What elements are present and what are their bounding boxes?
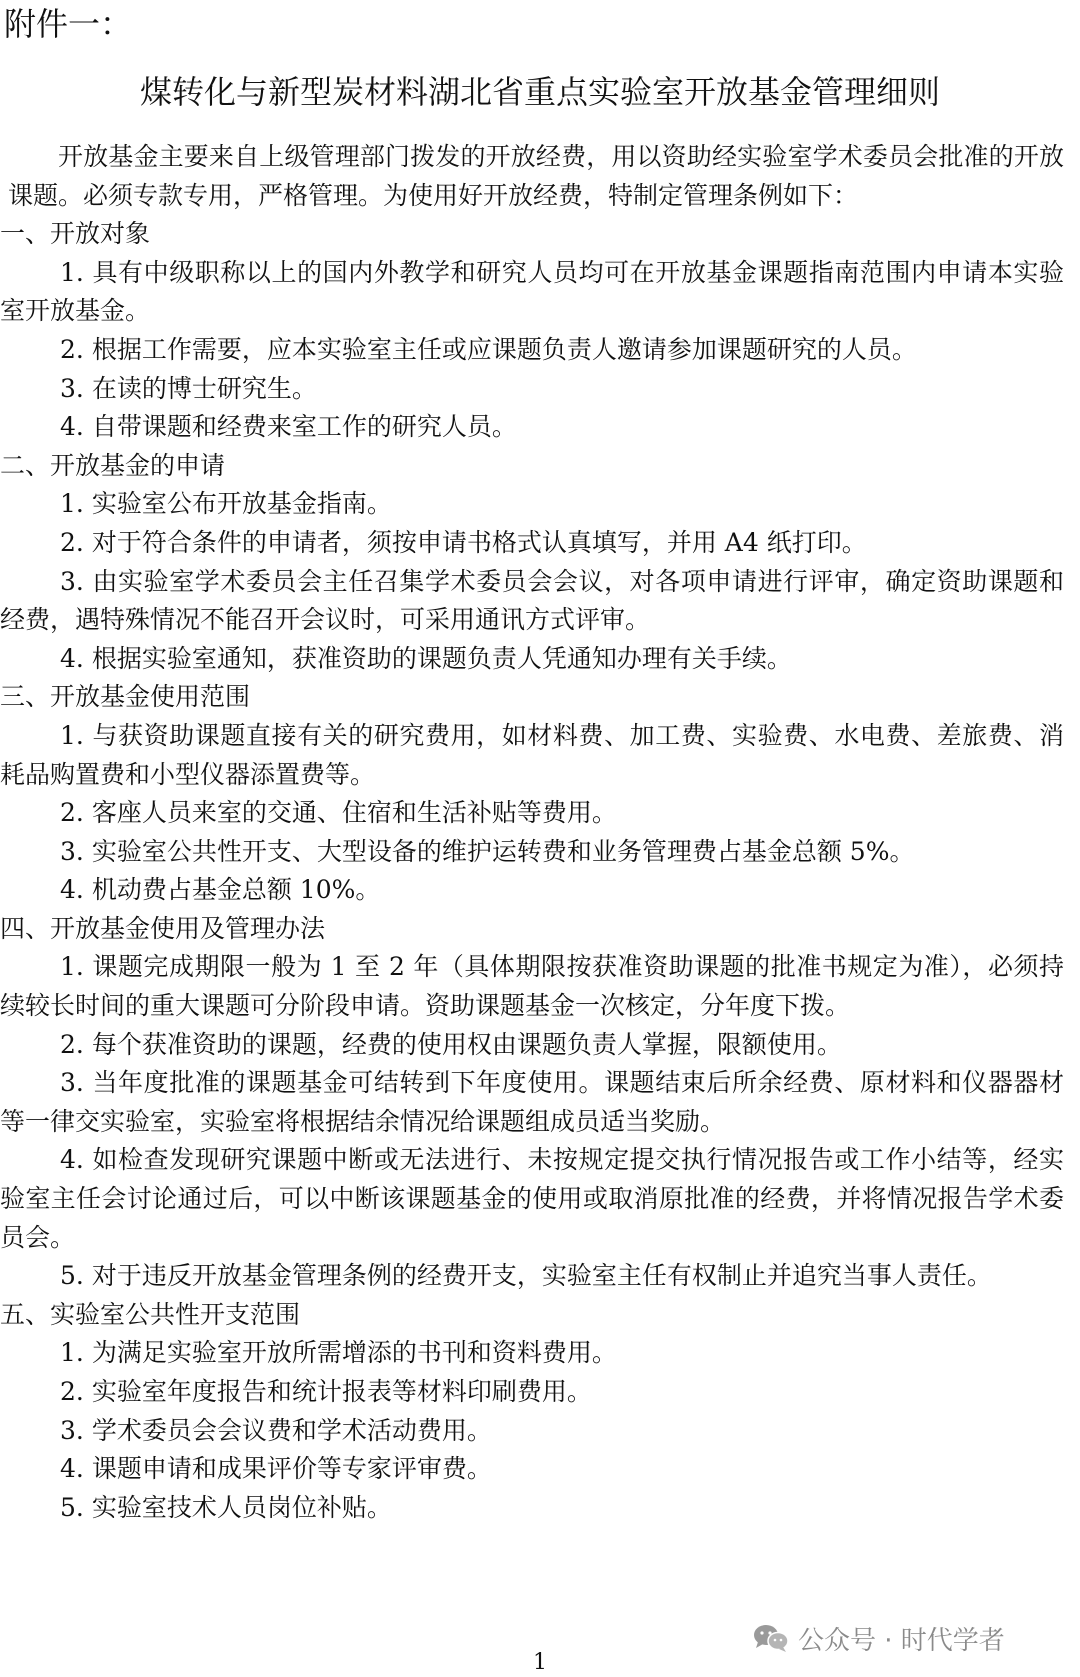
list-item: [0, 640, 1064, 679]
item-number: 4.: [60, 643, 84, 673]
item-text: 根据工作需要，应本实验室主任或应课题负责人邀请参加课题研究的人员。: [91, 334, 917, 364]
item-number: 2.: [60, 1029, 84, 1059]
item-number: 3.: [60, 836, 84, 866]
list-item: [0, 1064, 1064, 1141]
list-item: [0, 1489, 1064, 1528]
section-heading: 一、开放对象: [0, 219, 151, 249]
section-heading: 二、开放基金的申请: [0, 450, 226, 480]
item-text: 实验室公布开放基金指南。: [91, 489, 392, 519]
list-item: [0, 1450, 1064, 1489]
item-text: 学术委员会会议费和学术活动费用。: [91, 1415, 492, 1445]
item-number: 1.: [60, 952, 84, 982]
item-number: 4.: [60, 875, 84, 905]
watermark-text: 公众号 · 时代学者: [798, 1625, 1005, 1656]
item-number: 4.: [60, 1145, 84, 1175]
list-item: [0, 1412, 1064, 1451]
item-text: 自带课题和经费来室工作的研究人员。: [91, 412, 517, 442]
list-item: [0, 524, 1064, 563]
list-item: [0, 871, 1064, 910]
wechat-icon: [752, 1623, 790, 1653]
list-item: [0, 1026, 1064, 1065]
list-item: [0, 794, 1064, 833]
intro-paragraph: 开放基金主要来自上级管理部门拨发的开放经费，用以资助经实验室学术委员会批准的开放课题。必须专款专用，严格管理。为使用好开放经费，特制定管理条例如下：: [8, 142, 1064, 210]
item-text: 每个获准资助的课题，经费的使用权由课题负责人掌握，限额使用。: [91, 1029, 842, 1059]
item-number: 4.: [60, 412, 84, 442]
item-text: 对于违反开放基金管理条例的经费开支，实验室主任有权制止并追究当事人责任。: [91, 1261, 992, 1291]
document-body: [0, 138, 1064, 1527]
item-text: 为满足实验室开放所需增添的书刊和资料费用。: [91, 1338, 617, 1368]
document-title: 煤转化与新型炭材料湖北省重点实验室开放基金管理细则: [139, 73, 940, 111]
item-number: 1.: [60, 720, 84, 750]
list-item: [0, 948, 1064, 1025]
item-number: 2.: [60, 798, 84, 828]
item-text: 如检查发现研究课题中断或无法进行、未按规定提交执行情况报告或工作小结等，经实验室主任会讨论通过后，可以中断该课题基金的使用或取消原批准的经费，并将情况报告学术委员会。: [0, 1145, 1064, 1252]
list-item: [0, 1141, 1064, 1257]
section-heading: 五、实验室公共性开支范围: [0, 1299, 301, 1329]
section-heading: 四、开放基金使用及管理办法: [0, 913, 326, 943]
item-text: 具有中级职称以上的国内外教学和研究人员均可在开放基金课题指南范围内申请本实验室开放基金。: [0, 257, 1064, 326]
section-heading: 三、开放基金使用范围: [0, 682, 251, 712]
list-item: [0, 1334, 1064, 1373]
item-text: 实验室技术人员岗位补贴。: [91, 1492, 392, 1522]
item-number: 1.: [60, 489, 84, 519]
item-text: 机动费占基金总额 10%。: [91, 875, 381, 905]
item-number: 2.: [60, 527, 84, 557]
list-item: [0, 717, 1064, 794]
item-text: 课题完成期限一般为 1 至 2 年（具体期限按获准资助课题的批准书规定为准），必须持续较长时间的重大课题可分阶段申请。资助课题基金一次核定，分年度下拨。: [0, 952, 1064, 1021]
item-text: 实验室年度报告和统计报表等材料印刷费用。: [91, 1377, 592, 1406]
item-text: 根据实验室通知，获准资助的课题负责人凭通知办理有关手续。: [91, 643, 792, 673]
item-text: 课题申请和成果评价等专家评审费。: [91, 1454, 492, 1484]
item-number: 4.: [60, 1454, 84, 1484]
list-item: [0, 1257, 1064, 1296]
item-number: 3.: [60, 1415, 84, 1445]
item-text: 对于符合条件的申请者，须按申请书格式认真填写，并用 A4 纸打印。: [91, 527, 867, 557]
list-item: [0, 833, 1064, 872]
item-text: 实验室公共性开支、大型设备的维护运转费和业务管理费占基金总额 5%。: [91, 836, 915, 866]
item-number: 1.: [60, 1338, 84, 1368]
list-item: [0, 408, 1064, 447]
list-item: [0, 331, 1064, 370]
item-text: 客座人员来室的交通、住宿和生活补贴等费用。: [91, 798, 617, 828]
list-item: [0, 1373, 1064, 1412]
item-number: 2.: [60, 1377, 84, 1406]
item-text: 在读的博士研究生。: [91, 373, 317, 403]
page-number: 1: [533, 1650, 547, 1675]
item-number: 3.: [60, 1068, 84, 1098]
list-item: [0, 485, 1064, 524]
list-item: [0, 254, 1064, 331]
item-number: 1.: [60, 257, 84, 287]
list-item: [0, 563, 1064, 640]
item-number: 3.: [60, 373, 84, 403]
item-text: 由实验室学术委员会主任召集学术委员会会议，对各项申请进行评审，确定资助课题和经费，遇特殊情况不能召开会议时，可采用通讯方式评审。: [0, 566, 1064, 635]
annex-label: 附件一：: [4, 5, 133, 43]
item-text: 与获资助课题直接有关的研究费用，如材料费、加工费、实验费、水电费、差旅费、消耗品购置费和小型仪器添置费等。: [0, 720, 1064, 789]
item-number: 2.: [60, 334, 84, 364]
list-item: [0, 370, 1064, 409]
item-number: 5.: [60, 1492, 84, 1522]
item-text: 当年度批准的课题基金可结转到下年度使用。课题结束后所余经费、原材料和仪器器材等一律交实验室，实验室将根据结余情况给课题组成员适当奖励。: [0, 1068, 1064, 1136]
item-number: 3.: [60, 566, 84, 596]
item-number: 5.: [60, 1261, 84, 1291]
